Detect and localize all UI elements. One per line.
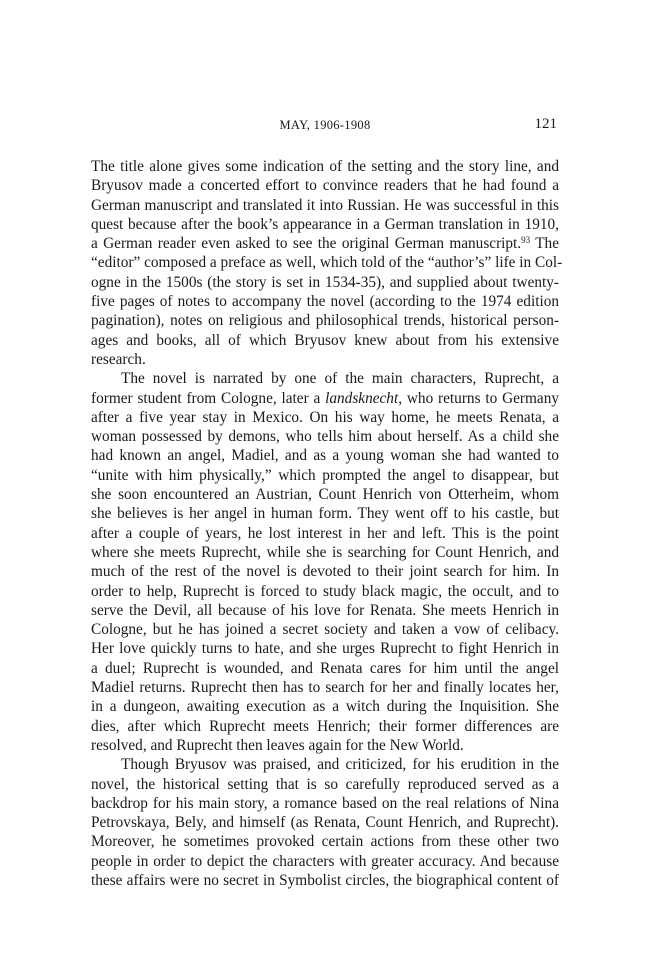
italic-term: landsknecht — [325, 389, 399, 407]
running-head — [91, 118, 559, 138]
text-line: after a five year stay in Mexico. On his way home, he meets Renata, a — [91, 408, 559, 426]
text-line: “editor” composed a preface as well, which told of the “author’s” life in Col- — [91, 254, 563, 272]
paragraph-2 — [91, 369, 559, 755]
text-line: The title alone gives some indication of the setting and the story line, and — [91, 158, 559, 175]
text-segment: The — [530, 235, 559, 253]
text-line: research. — [91, 350, 146, 368]
text-line: quest because after the book’s appearance in a German translation in 1910, — [91, 215, 559, 233]
text-line: Though Bryusov was praised, and criticized, for his erudition in the — [121, 756, 559, 774]
text-line: in a dungeon, awaiting execution as a witch during the Inquisition. She — [91, 698, 559, 716]
text-line: Her love quickly turns to hate, and she urges Ruprecht to fight Henrich in — [91, 640, 559, 658]
running-title: MAY, 1906-1908 — [279, 118, 371, 132]
text-line: where she meets Ruprecht, while she is searching for Count Henrich, and — [91, 543, 559, 561]
text-line: Cologne, but he has joined a secret society and taken a vow of celibacy. — [91, 621, 559, 639]
text-line: novel, the historical setting that is so carefully reproduced served as a — [91, 775, 559, 793]
text-segment: a German reader even asked to see the original German manuscript. — [91, 235, 522, 253]
text-segment: , who returns to Germany — [398, 389, 559, 407]
paragraph-1 — [91, 157, 563, 369]
text-line: German manuscript and translated it into Russian. He was successful in this — [91, 196, 559, 214]
text-line: The novel is narrated by one of the main characters, Ruprecht, a — [121, 370, 559, 388]
text-line: resolved, and Ruprecht then leaves again for the New World. — [91, 736, 464, 754]
page-number: 121 — [534, 116, 557, 132]
text-line: Petrovskaya, Bely, and himself (as Renata, Count Henrich, and Ruprecht). — [91, 814, 559, 832]
text-line: Madiel returns. Ruprecht then has to search for her and finally locates her, — [91, 679, 559, 697]
text-line: a duel; Ruprecht is wounded, and Renata cares for him until the angel — [91, 659, 559, 677]
text-line: five pages of notes to accompany the novel (according to the 1974 edition — [91, 293, 559, 311]
text-line: ogne in the 1500s (the story is set in 1534-35), and supplied about twenty- — [91, 273, 559, 291]
text-line: “unite with him physically,” which prompted the angel to disappear, but — [91, 466, 559, 484]
text-line: woman possessed by demons, who tells him about herself. As a child she — [91, 428, 559, 446]
text-line: she soon encountered an Austrian, Count Henrich von Otterheim, whom — [91, 486, 559, 504]
text-line: backdrop for his main story, a romance based on the real relations of Nina — [91, 794, 559, 812]
text-line: Bryusov made a concerted effort to convince readers that he had found a — [91, 177, 559, 195]
text-line: pagination), notes on religious and philosophical trends, historical person- — [91, 312, 559, 330]
text-line: people in order to depict the characters with greater accuracy. And because — [91, 852, 559, 870]
body-text — [91, 157, 563, 890]
text-line: order to help, Ruprecht is forced to study black magic, the occult, and to — [91, 582, 559, 600]
text-line: had known an angel, Madiel, and as a young woman she had wanted to — [91, 447, 559, 465]
text-line: ages and books, all of which Bryusov knew about from his extensive — [91, 331, 559, 349]
text-line: much of the rest of the novel is devoted to their joint search for him. In — [91, 563, 559, 581]
footnote-marker: 93 — [521, 235, 531, 246]
text-line: Moreover, he sometimes provoked certain actions from these other two — [91, 833, 559, 851]
text-line — [91, 234, 559, 253]
text-segment: former student from Cologne, later a — [91, 389, 326, 407]
text-line: she believes is her angel in human form. They went off to his castle, but — [91, 505, 559, 523]
text-line: dies, after which Ruprecht meets Henrich; their former differences are — [91, 717, 559, 735]
text-line — [91, 389, 559, 408]
text-line: these affairs were no secret in Symbolist circles, the biographical content of — [91, 871, 559, 889]
paragraph-3 — [91, 755, 559, 890]
text-line: after a couple of years, he lost interest in her and left. This is the point — [91, 524, 559, 542]
text-line: serve the Devil, all because of his love for Renata. She meets Henrich in — [91, 601, 559, 619]
